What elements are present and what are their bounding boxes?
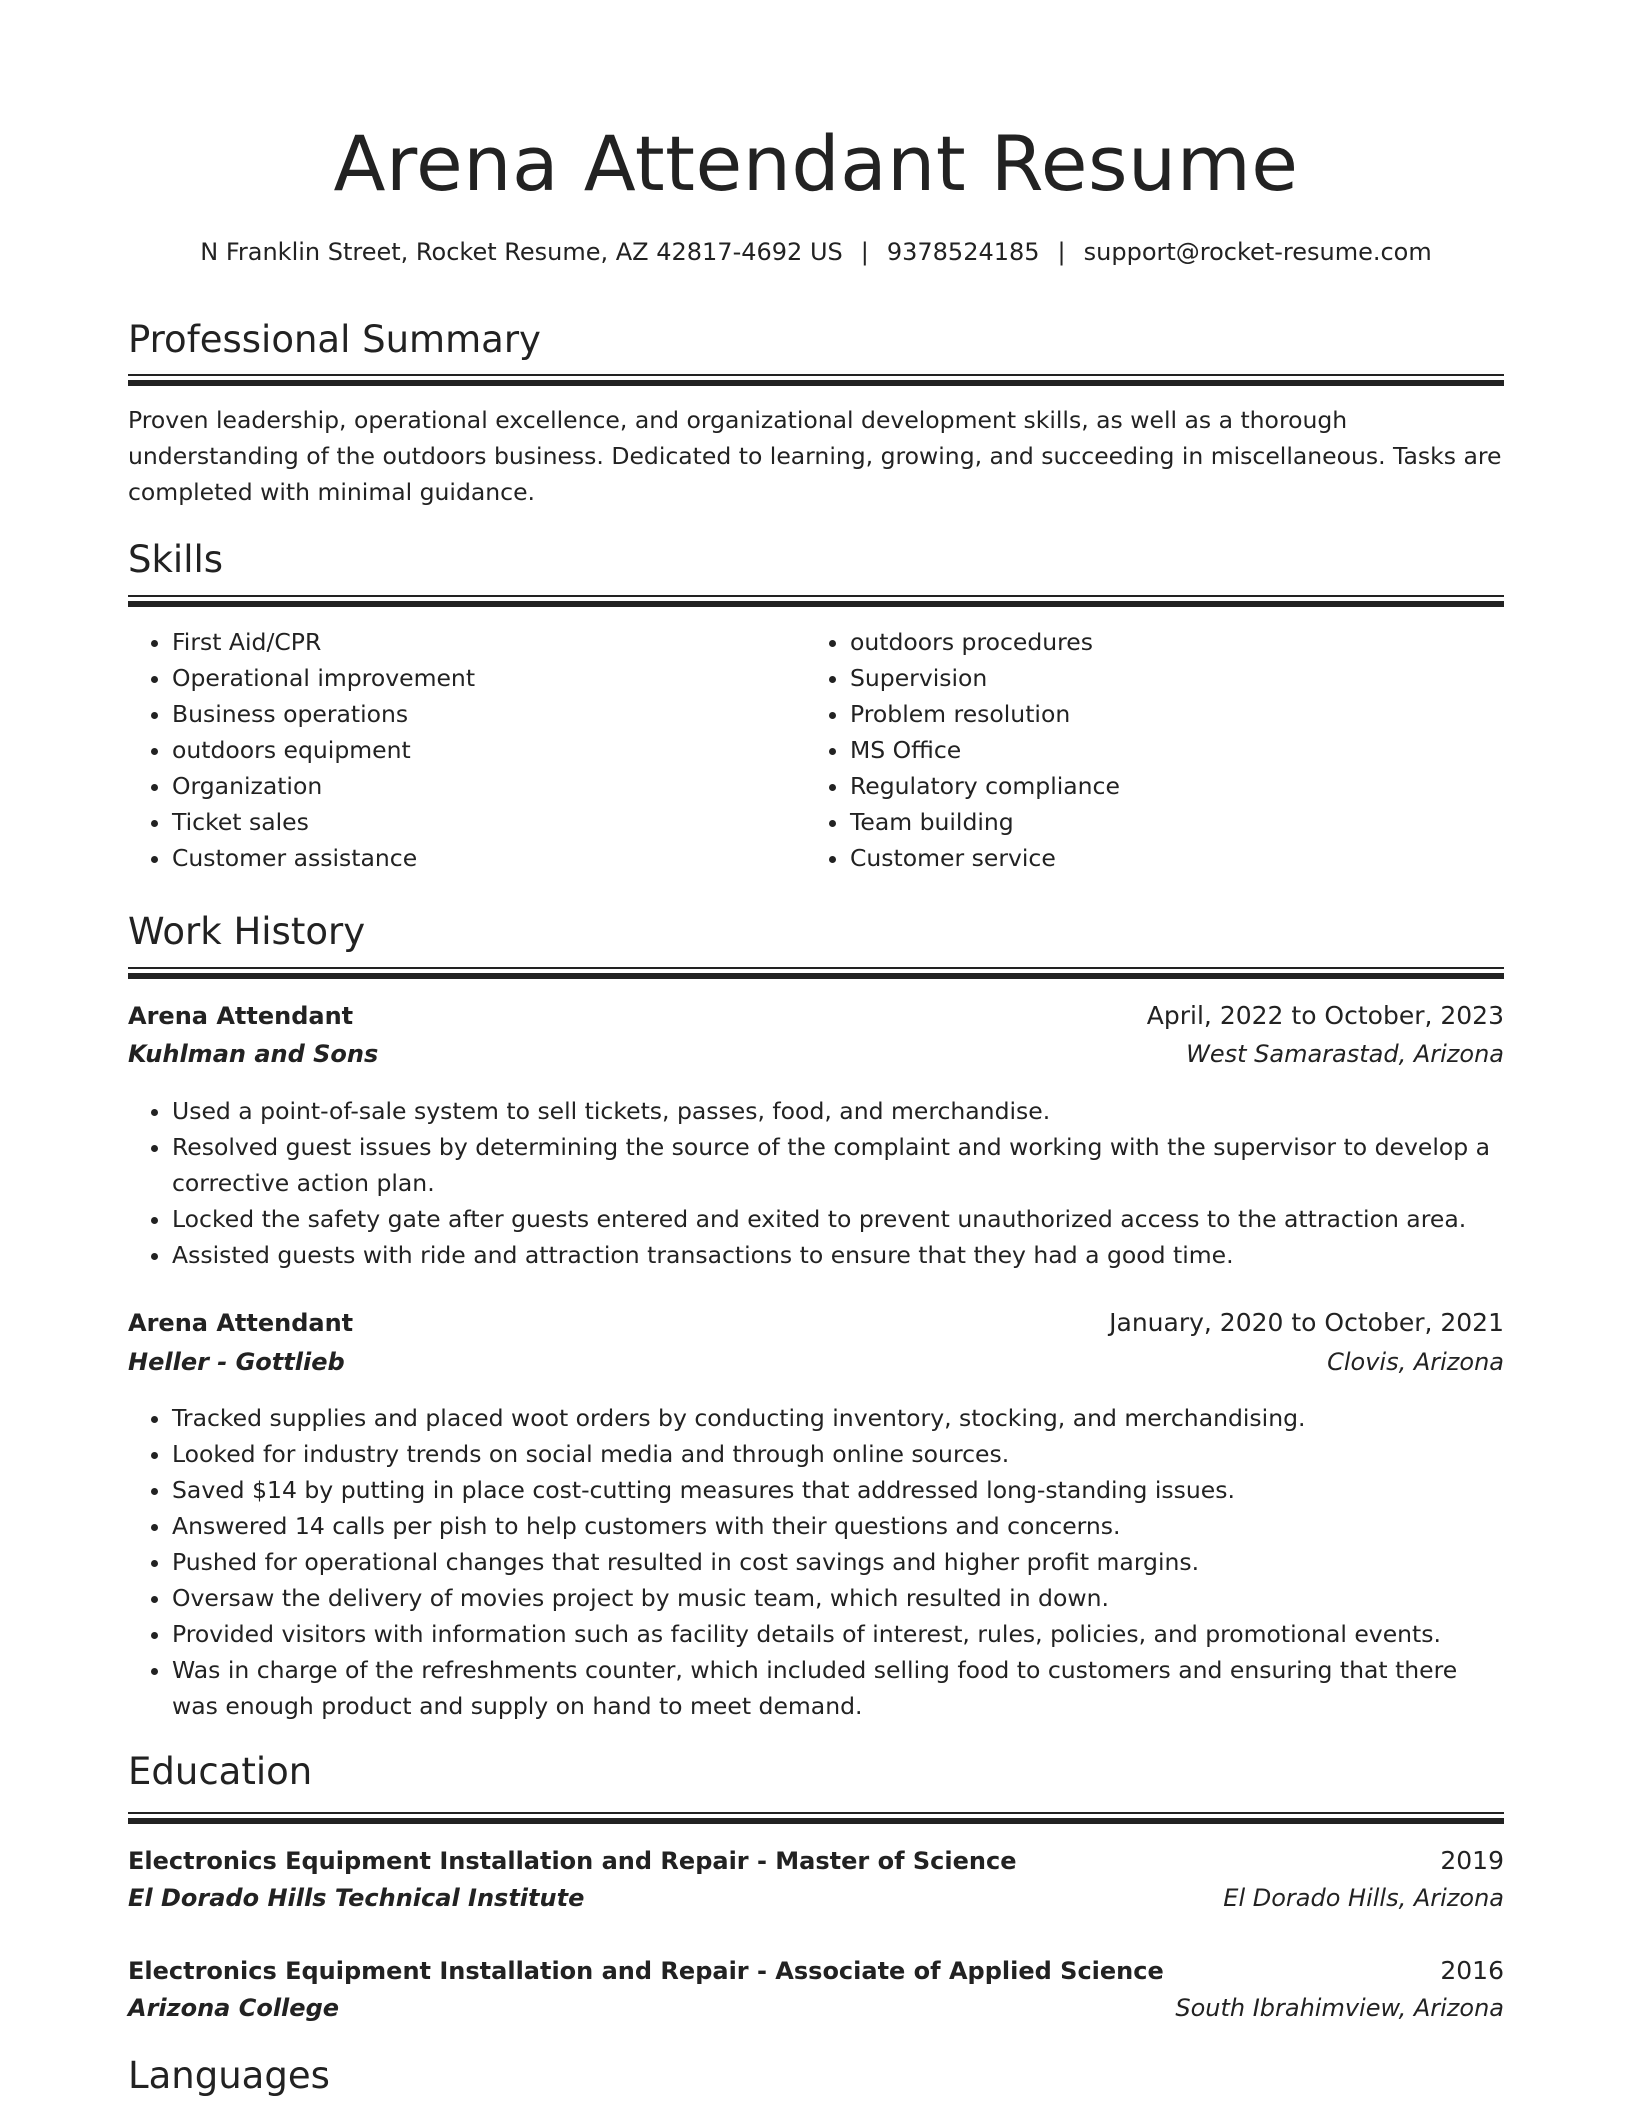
job-dates: January, 2020 to October, 2021 [1109,1308,1504,1337]
skills-list-right [806,624,1548,876]
section-divider [128,967,1504,981]
work-heading: Work History [128,910,366,953]
job-location: Clovis, Arizona [1327,1348,1504,1376]
skill-item: • MS Office [850,732,1548,768]
education-school: Arizona College [128,1994,340,2022]
skill-item: • First Aid/CPR [172,624,812,660]
skill-item: • outdoors equipment [172,732,812,768]
education-degree: Electronics Equipment Installation and Repair - Master of Science [128,1847,1017,1875]
resume-title: Arena Attendant Resume [333,119,1299,208]
skill-item: • Operational improvement [172,660,812,696]
job-bullet: • Saved $14 by putting in place cost-cutting measures that addressed long-standing issues. [172,1472,1504,1508]
education-header [128,1843,1504,1879]
job-bullet: • Tracked supplies and placed woot orders by conducting inventory, stocking, and merchandising. [172,1400,1504,1436]
summary-text: Proven leadership, operational excellence, and organizational development skills, as well as a thorough understanding of the outdoors business. Dedicated to learning, growing, and succeeding in miscellaneous. Tasks are completed with minimal guidance. [128,406,1502,506]
job-header [128,998,1504,1034]
skill-item: • Team building [850,804,1548,840]
job-subheader [128,1344,1504,1380]
job-subheader [128,1036,1504,1072]
summary-heading: Professional Summary [128,318,541,361]
job-dates: April, 2022 to October, 2023 [1146,1001,1504,1030]
education-location: South Ibrahimview, Arizona [1175,1994,1504,2022]
job-bullet: • Pushed for operational changes that resulted in cost savings and higher profit margins. [172,1544,1504,1580]
skill-item: • Regulatory compliance [850,768,1548,804]
education-year: 2016 [1440,1956,1504,1985]
job-bullet: • Was in charge of the refreshments counter, which included selling food to customers and ensuring that there was enough product and supply on hand to meet demand. [172,1652,1504,1724]
job-location: West Samarastad, Arizona [1186,1040,1504,1068]
job-bullets [128,1093,1504,1273]
contact-separator: | [1057,238,1066,266]
skills-heading: Skills [128,538,224,581]
contact-separator: | [860,238,869,266]
job-role: Arena Attendant [128,1309,354,1337]
job-bullet: • Provided visitors with information such as facility details of interest, rules, policies, and promotional events. [172,1616,1504,1652]
skill-item: • Problem resolution [850,696,1548,732]
job-bullets [128,1400,1504,1724]
education-subheader [128,1880,1504,1916]
job-bullet: • Resolved guest issues by determining the source of the complaint and working with the supervisor to develop a corrective action plan. [172,1129,1504,1201]
skill-item: • Ticket sales [172,804,812,840]
education-header [128,1953,1504,1989]
job-role: Arena Attendant [128,1002,354,1030]
job-company: Kuhlman and Sons [128,1040,379,1068]
job-bullet: • Answered 14 calls per pish to help customers with their questions and concerns. [172,1508,1504,1544]
skill-item: • Customer service [850,840,1548,876]
job-bullet: • Looked for industry trends on social media and through online sources. [172,1436,1504,1472]
education-location: El Dorado Hills, Arizona [1223,1884,1504,1912]
skill-item: • Customer assistance [172,840,812,876]
job-header [128,1305,1504,1341]
education-heading: Education [128,1750,313,1793]
job-bullet: • Oversaw the delivery of movies project by music team, which resulted in down. [172,1580,1504,1616]
skill-item: • Business operations [172,696,812,732]
languages-heading: Languages [128,2054,330,2097]
skill-item: • Organization [172,768,812,804]
education-subheader [128,1990,1504,2026]
section-divider [128,374,1504,388]
contact-address: N Franklin Street, Rocket Resume, AZ 42817-4692 US [200,238,843,266]
job-company: Heller - Gottlieb [128,1348,345,1376]
skills-list-left [128,624,812,876]
contact-email: support@rocket-resume.com [1083,238,1432,266]
education-year: 2019 [1440,1846,1504,1875]
job-bullet: • Assisted guests with ride and attraction transactions to ensure that they had a good time. [172,1237,1504,1273]
skill-item: • Supervision [850,660,1548,696]
education-degree: Electronics Equipment Installation and Repair - Associate of Applied Science [128,1957,1164,1985]
section-divider [128,1812,1504,1826]
contact-phone: 9378524185 [886,238,1040,266]
education-school: El Dorado Hills Technical Institute [128,1884,585,1912]
section-divider [128,595,1504,609]
contact-line [128,238,1504,266]
job-bullet: • Used a point-of-sale system to sell tickets, passes, food, and merchandise. [172,1093,1504,1129]
job-bullet: • Locked the safety gate after guests entered and exited to prevent unauthorized access to the attraction area. [172,1201,1504,1237]
skill-item: • outdoors procedures [850,624,1548,660]
